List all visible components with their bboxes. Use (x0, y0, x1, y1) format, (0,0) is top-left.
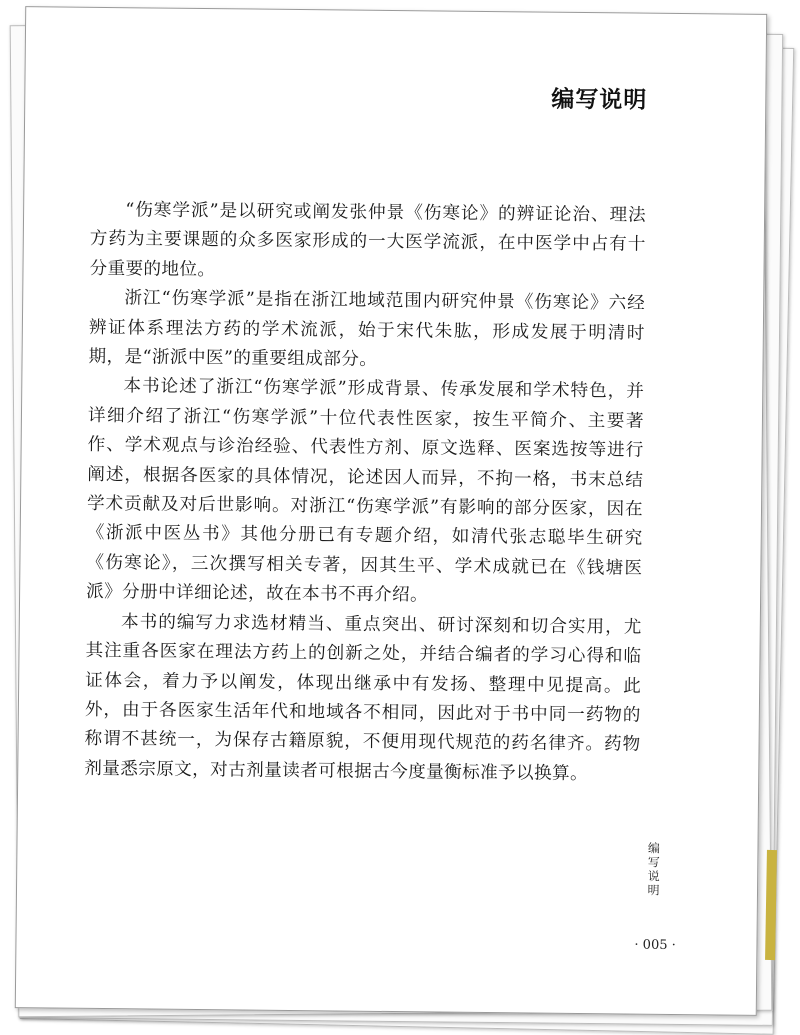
page-number: · 005 · (634, 937, 676, 954)
document-page (15, 6, 767, 1016)
paragraph-2: 浙江“伤寒学派”是指在浙江地域范围内研究仲景《伤寒论》六经辨证体系理法方药的学术流派，始于宋代朱肱，形成发展于明清时期，是“浙派中医”的重要组成部分。 (88, 288, 646, 370)
body-text (84, 196, 646, 790)
paragraph-4: 本书的编写力求选材精当、重点突出、研讨深刻和切合实用，尤其注重各医家在理法方药上的创新之处，并结合编者的学习心得和临证体会，着力予以阐发，体现出继承中有发扬、整理中见提高。此外，由于各医家生活年代和地域各不相同，因此对于书中同一药物的称谓不甚统一，为保存古籍原貌，不便用现代规范的药名律齐。药物剂量悉宗原文，对古剂量读者可根据古今度量衡标准予以换算。 (84, 611, 642, 784)
paragraph-1: “伤寒学派”是以研究或阐发张仲景《伤寒论》的辨证论治、理法方药为主要课题的众多医家形成的一大医学流派，在中医学中占有十分重要的地位。 (89, 200, 647, 280)
chapter-side-label: 编写说明 (645, 841, 661, 898)
book-cover-edge (765, 850, 777, 960)
paragraph-3: 本书论述了浙江“伤寒学派”形成背景、传承发展和学术特色，并详细介绍了浙江“伤寒学派”十位代表性医家，按生平简介、主要著作、学术观点与诊治经验、代表性方剂、原文选释、医案选按等进行阐述，根据各医家的具体情况，论述因人而异，不拘一格，书末总结学术贡献及对后世影响。对浙江“伤寒学派”有影响的部分医家，因在《浙派中医丛书》其他分册已有专题介绍，如清代张志聪毕生研究《伤寒论》，三次撰写相关专著，因其生平、学术成就已在《钱塘医派》分册中详细论述，故在本书不再介绍。 (86, 376, 645, 606)
page-title: 编写说明 (551, 86, 648, 114)
